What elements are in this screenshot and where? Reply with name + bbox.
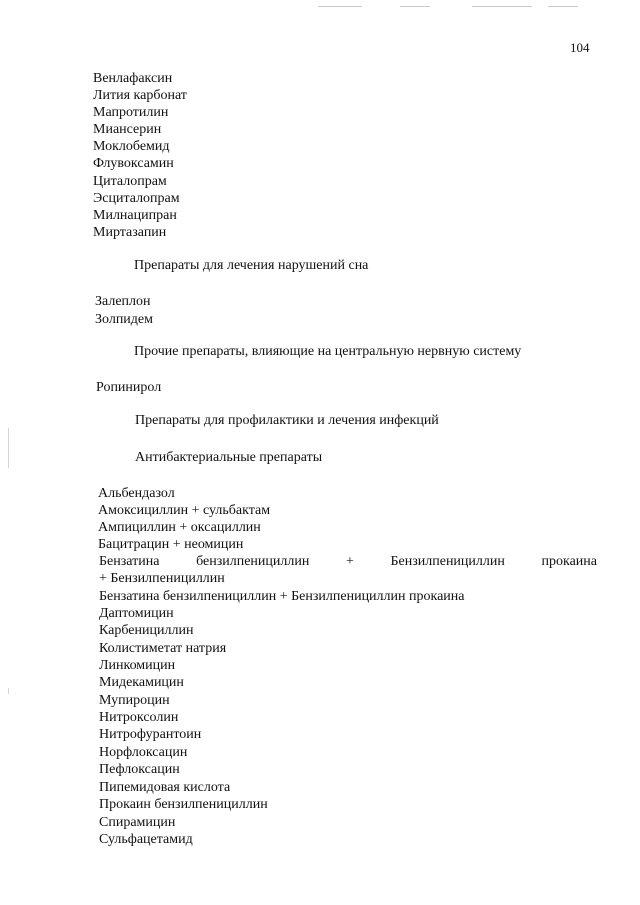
list-item-word: Бензилпенициллин <box>390 554 505 569</box>
list-item: Миртазапин <box>93 225 167 240</box>
list-item-word: + <box>345 554 354 569</box>
list-item: Спирамицин <box>99 815 176 830</box>
list-item: Колистиметат натрия <box>99 641 227 656</box>
list-item: Лития карбонат <box>93 88 187 103</box>
list-item: Ампициллин + оксациллин <box>98 520 261 535</box>
section-heading: Прочие препараты, влияющие на центральную нервную систему <box>134 344 522 359</box>
list-item: Венлафаксин <box>93 71 173 86</box>
list-item: Циталопрам <box>93 174 167 189</box>
list-item: Флувоксамин <box>93 156 174 171</box>
list-item: Мапротилин <box>93 105 169 120</box>
list-item: Линкомицин <box>99 658 176 673</box>
section-subheading: Антибактериальные препараты <box>135 450 323 465</box>
list-item-word: прокаина <box>541 554 597 569</box>
section-heading: Препараты для лечения нарушений сна <box>134 258 369 273</box>
list-item: Залеплон <box>95 294 151 309</box>
scan-artifact <box>8 428 9 468</box>
list-item: Золпидем <box>95 312 153 327</box>
list-item: Карбенициллин <box>99 623 194 638</box>
page-number: 104 <box>570 40 590 55</box>
scan-artifact <box>472 6 532 7</box>
list-item: Милнаципран <box>93 208 177 223</box>
list-item: Норфлоксацин <box>99 745 188 760</box>
justified-list-item <box>99 553 597 570</box>
list-item: Нитроксолин <box>99 710 179 725</box>
scan-artifact <box>8 688 9 694</box>
list-item: Альбендазол <box>98 486 175 501</box>
scan-artifact <box>318 6 362 7</box>
section-heading: Препараты для профилактики и лечения инфекций <box>135 413 439 428</box>
list-item: Ропинирол <box>96 380 162 395</box>
list-item: Сульфацетамид <box>99 832 193 847</box>
list-item: Эсциталопрам <box>93 191 180 206</box>
list-item-continuation: + Бензилпенициллин <box>99 571 225 586</box>
list-item: Пипемидовая кислота <box>99 780 231 795</box>
list-item: Мупироцин <box>99 693 170 708</box>
list-item: Моклобемид <box>93 139 170 154</box>
list-item-word: Бензатина <box>99 554 160 569</box>
list-item: Прокаин бензилпенициллин <box>99 797 268 812</box>
list-item: Даптомицин <box>99 606 174 621</box>
list-item: Бацитрацин + неомицин <box>98 537 244 552</box>
scan-artifact <box>548 6 578 7</box>
list-item: Амоксициллин + сульбактам <box>98 503 271 518</box>
list-item: Пефлоксацин <box>99 762 180 777</box>
list-item: Мидекамицин <box>99 675 184 690</box>
list-item-word: бензилпенициллин <box>196 554 310 569</box>
list-item: Нитрофурантоин <box>99 727 202 742</box>
scan-artifact <box>400 6 430 7</box>
list-item: Миансерин <box>93 122 162 137</box>
list-item: Бензатина бензилпенициллин + Бензилпенициллин прокаина <box>99 589 465 604</box>
